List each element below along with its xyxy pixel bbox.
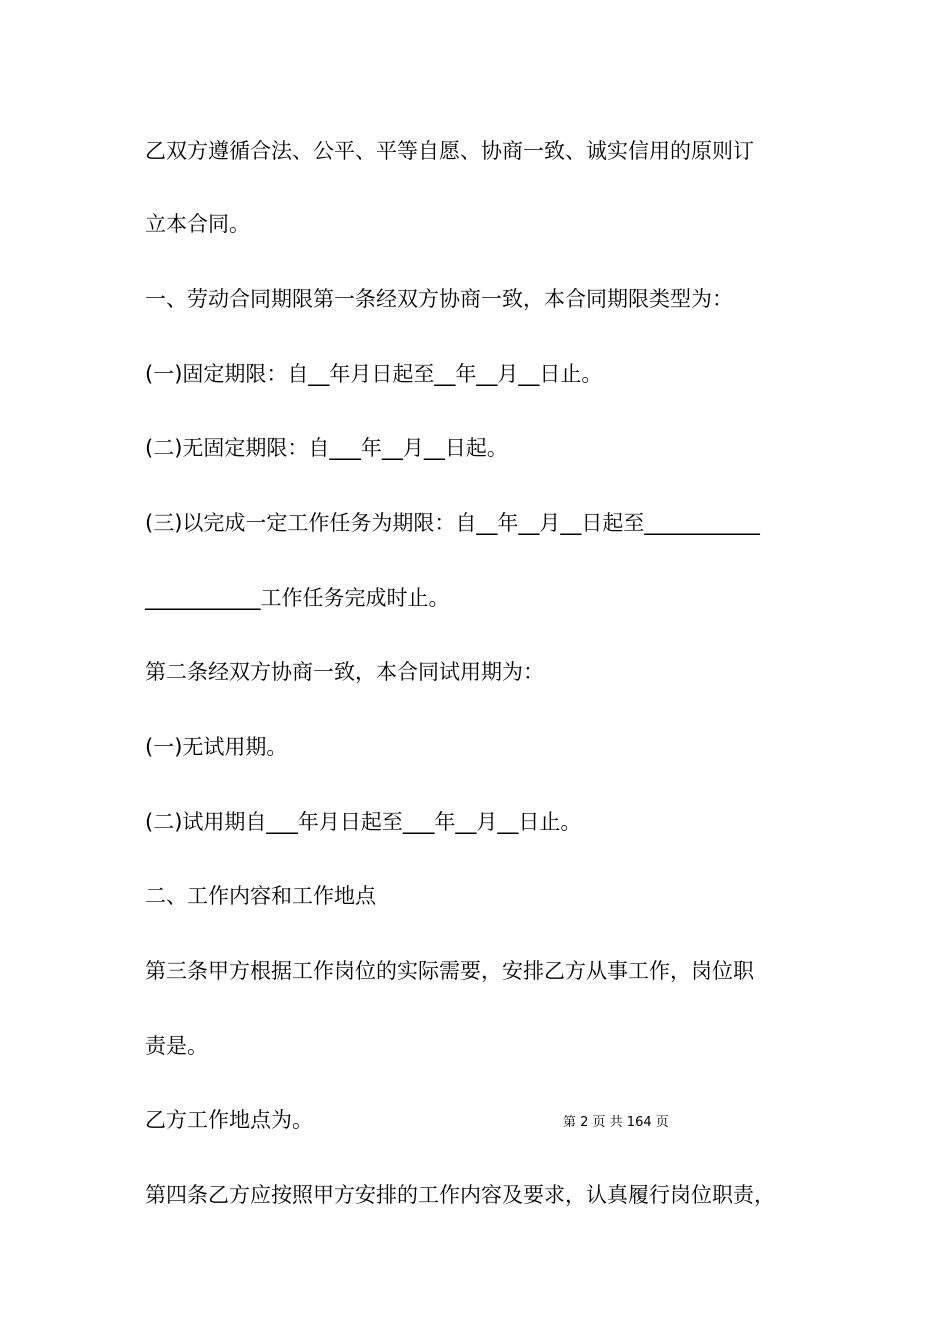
text-line: (一)无试用期。 — [145, 735, 288, 759]
text-line: 第四条乙方应按照甲方安排的工作内容及要求，认真履行岗位职责， — [145, 1183, 775, 1207]
text-line: 乙方工作地点为。 — [145, 1108, 313, 1132]
text-line: (二)无固定期限：自___年__月__日起。 — [145, 436, 508, 460]
text-line: 立本合同。 — [145, 212, 250, 236]
text-line: 第二条经双方协商一致，本合同试用期为： — [145, 660, 544, 684]
text-line: 乙双方遵循合法、公平、平等自愿、协商一致、诚实信用的原则订 — [145, 139, 754, 163]
text-line: ___________工作任务完成时止。 — [145, 586, 450, 610]
text-line: (一)固定期限：自__年月日起至__年__月__日止。 — [145, 362, 603, 386]
section-heading: 二、工作内容和工作地点 — [145, 884, 376, 908]
text-line: 一、劳动合同期限第一条经双方协商一致，本合同期限类型为： — [145, 287, 733, 311]
text-line: (三)以完成一定工作任务为期限：自__年__月__日起至___________ — [145, 511, 760, 535]
text-line: (二)试用期自___年月日起至___年__月__日止。 — [145, 810, 582, 834]
text-line: 责是。 — [145, 1034, 208, 1058]
text-line: 第三条甲方根据工作岗位的实际需要，安排乙方从事工作，岗位职 — [145, 959, 754, 983]
page-number-footer: 第 2 页 共 164 页 — [563, 1115, 669, 1130]
